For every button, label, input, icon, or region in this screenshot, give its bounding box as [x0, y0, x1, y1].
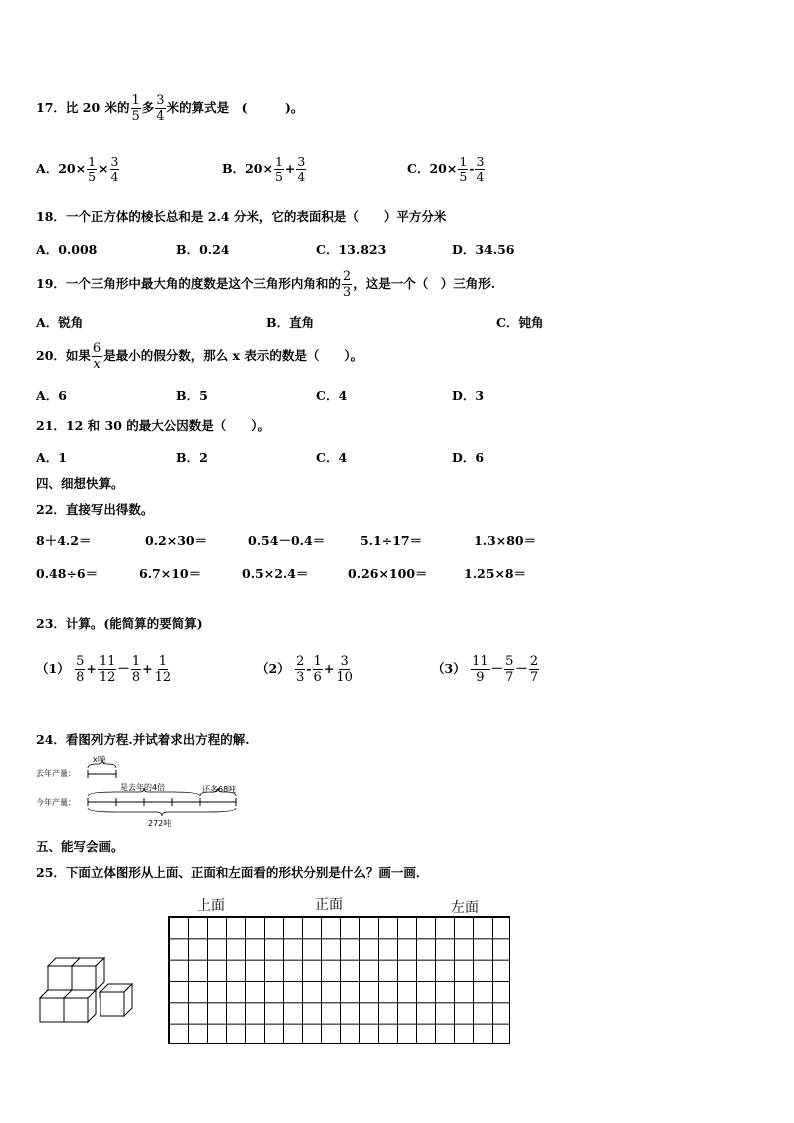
x-ton-label: x吨	[93, 755, 106, 764]
view-label-top: 上面	[197, 898, 225, 914]
q22-item: 5.1÷17＝	[360, 533, 423, 548]
q25-question: 25．下面立体图形从上面、正面和左面看的形状分别是什么？画一画．	[36, 865, 429, 880]
q19-option-b[interactable]: B．直角	[266, 315, 315, 330]
q20-option-b[interactable]: B．5	[176, 388, 208, 403]
q20-option-d[interactable]: D．3	[452, 388, 485, 403]
section-4-heading: 四、细想快算。	[36, 476, 124, 491]
q22-question: 22．直接写出得数。	[36, 502, 154, 517]
q17-option-a[interactable]: A．20× $\frac{1}{5}$ × $\frac{3}{4}$	[36, 153, 119, 184]
q20-option-a[interactable]: A．6	[36, 388, 67, 403]
cube-figure	[38, 952, 138, 1028]
q17-option-b[interactable]: B．20× $\frac{1}{5}$ + $\frac{3}{4}$	[222, 153, 306, 184]
q21-option-c[interactable]: C．4	[316, 450, 348, 465]
q22-item: 0.2×30＝	[145, 533, 208, 548]
this-year-label: 今年产量：	[36, 798, 76, 807]
q21-option-b[interactable]: B．2	[176, 450, 208, 465]
q18-option-b[interactable]: B．0.24	[176, 242, 230, 257]
q22-item: 0.48÷6＝	[36, 566, 99, 581]
view-label-left: 左面	[451, 900, 479, 916]
q21-option-a[interactable]: A．1	[36, 450, 67, 465]
q22-item: 1.3×80＝	[474, 533, 537, 548]
q19-option-c[interactable]: C．钝角	[496, 315, 544, 330]
q18-option-a[interactable]: A．0.008	[36, 242, 98, 257]
q17-fraction-1: $\frac{1}{5}$	[131, 93, 140, 124]
q21-option-d[interactable]: D．6	[452, 450, 485, 465]
drawing-grid[interactable]	[168, 916, 510, 1044]
q22-item: 0.5×2.4＝	[242, 566, 309, 581]
q18-option-c[interactable]: C．13.823	[316, 242, 387, 257]
q21-question: 21．12 和 30 的最大公因数是（ ）。	[36, 418, 270, 433]
q19-option-a[interactable]: A．锐角	[36, 315, 84, 330]
q20-fraction: $\frac{6}{x}$	[92, 341, 102, 372]
q24-question: 24．看图列方程.并试着求出方程的解.	[36, 732, 250, 747]
q22-item: 1.25×8＝	[464, 566, 527, 581]
q19-fraction: $\frac{2}{3}$	[342, 269, 352, 300]
q20-question: 20．如果 $\frac{6}{x}$ 是最小的假分数，那么 x 表示的数是（ ）。	[36, 341, 364, 372]
times-label: 是去年的4倍	[120, 783, 166, 792]
q23-problem-1: （1） $\frac{5}{8}$ + $\frac{11}{12}$ － $\frac{1}{8}$ + $\frac{1}{12}$	[36, 654, 172, 685]
q17-question: 17．比 20 米的 $\frac{1}{5}$ 多 $\frac{3}{4}$ 米的算式是 ( )。	[36, 93, 304, 124]
q17-option-c[interactable]: C．20× $\frac{1}{5}$ - $\frac{3}{4}$	[407, 153, 485, 184]
q20-option-c[interactable]: C．4	[316, 388, 348, 403]
q24-line-diagram	[36, 756, 246, 830]
q18-question: 18．一个正方体的棱长总和是 2.4 分米，它的表面积是（ ）平方分米	[36, 209, 447, 224]
q22-item: 8＋4.2＝	[36, 533, 92, 548]
more-label: 还多68吨	[202, 785, 237, 794]
q19-question: 19．一个三角形中最大角的度数是这个三角形内角和的 $\frac{2}{3}$ ，这是一个（ ）三角形.	[36, 269, 496, 300]
q18-option-d[interactable]: D．34.56	[452, 242, 515, 257]
section-5-heading: 五、能写会画。	[36, 839, 124, 854]
view-label-front: 正面	[315, 897, 343, 913]
q22-item: 0.26×100＝	[348, 566, 428, 581]
q22-item: 0.54－0.4＝	[248, 533, 326, 548]
q23-problem-2: （2） $\frac{2}{3}$ - $\frac{1}{6}$ + $\frac{3}{10}$	[256, 654, 353, 685]
q23-problem-3: （3） $\frac{11}{9}$ － $\frac{5}{7}$ － $\frac{2}{7}$	[432, 654, 539, 685]
last-year-label: 去年产量：	[36, 769, 76, 778]
q23-question: 23．计算。(能简算的要简算)	[36, 616, 203, 631]
total-label: 272吨	[148, 819, 172, 828]
q17-fraction-2: $\frac{3}{4}$	[156, 93, 165, 124]
q22-item: 6.7×10＝	[139, 566, 202, 581]
